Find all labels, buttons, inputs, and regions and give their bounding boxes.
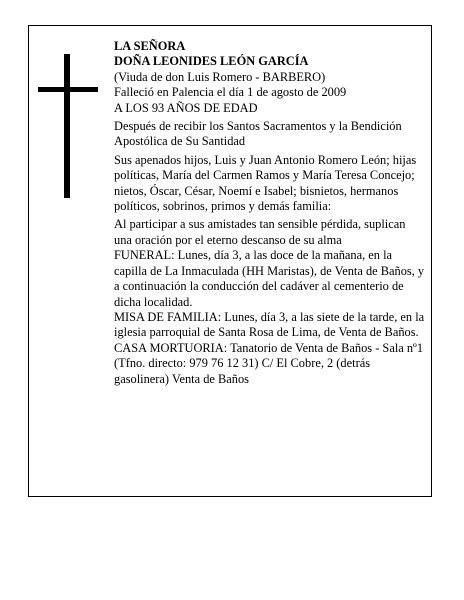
title-line-1: LA SEÑORA	[114, 39, 186, 53]
family-paragraph: Sus apenados hijos, Luis y Juan Antonio Romero León; hijas políticas, María del Carmen Ramos y María Teresa Concejo; nietos, Óscar, César, Noemí e Isabel; bisnietos, hermanos políticos, sobrinos, primos y demás familia:	[114, 152, 417, 214]
funeral-paragraph: FUNERAL: Lunes, día 3, a las doce de la mañana, en la capilla de La Inmaculada (HH Maristas), de Venta de Baños, y a continuación la conducción del cadáver al cementerio de dicha localidad.	[114, 248, 425, 309]
death-info-line: Falleció en Palencia el día 1 de agosto de 2009	[114, 85, 347, 100]
obituary-text	[114, 39, 426, 387]
widow-of-line: (Viuda de don Luis Romero - BARBERO)	[114, 69, 326, 84]
cross-icon	[38, 54, 98, 198]
request-paragraph: Al participar a sus amistades tan sensible pérdida, suplican una oración por el eterno descanso de su alma	[114, 217, 406, 247]
deceased-name: DOÑA LEONIDES LEÓN GARCÍA	[114, 54, 309, 69]
mortuary-paragraph: CASA MORTUORIA: Tanatorio de Venta de Baños - Sala nº1 (Tfno. directo: 979 76 12 31) C/ El Cobre, 2 (detrás gasolinera) Venta de Baños	[114, 340, 424, 386]
cross-horizontal-bar	[38, 87, 98, 92]
sacraments-paragraph: Después de recibir los Santos Sacramentos y la Bendición Apostólica de Su Santidad	[114, 119, 402, 149]
family-mass-paragraph: MISA DE FAMILIA: Lunes, día 3, a las siete de la tarde, en la iglesia parroquial de Santa Rosa de Lima, de Venta de Baños.	[114, 309, 425, 340]
cross-vertical-bar	[64, 54, 70, 198]
age-line: A LOS 93 AÑOS DE EDAD	[114, 100, 258, 115]
